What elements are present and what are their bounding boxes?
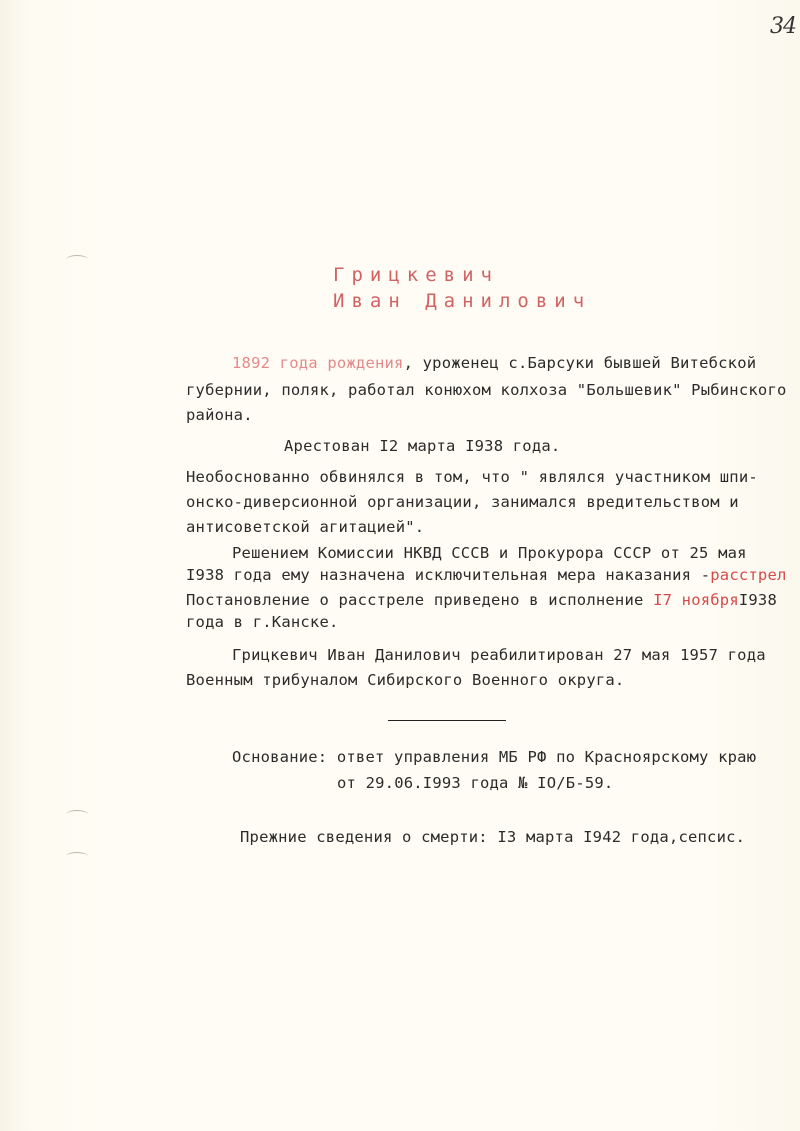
sentence-line-4: года в г.Канске.: [186, 613, 339, 631]
punch-hole-mark: [66, 255, 88, 264]
person-surname: Грицкевич: [333, 264, 499, 286]
punch-hole-mark: [66, 810, 88, 819]
sentence-line-3: [186, 591, 777, 609]
execution-date-red: I7 ноября: [653, 591, 739, 609]
execution-year: I938: [738, 591, 777, 609]
charge-line-3: антисоветской агитацией".: [186, 518, 425, 536]
charge-line-2: онско-диверсионной организации, занимался вредительством и: [186, 493, 739, 511]
birthplace-text: , уроженец с.Барсуки бывшей Витебской: [403, 354, 757, 372]
basis-line-2: от 29.06.I993 года № IO/Б-59.: [337, 774, 614, 792]
previous-death-info: Прежние сведения о смерти: I3 марта I942 года,сепсис.: [240, 828, 746, 846]
rehabilitation-line-1: Грицкевич Иван Данилович реабилитирован 27 мая 1957 года: [232, 646, 766, 664]
sentence-line-1: Решением Комиссии НКВД СССВ и Прокурора СССР от 25 мая: [232, 544, 747, 562]
sentence-penalty-red: расстрел: [710, 566, 787, 584]
biography-line-3: района.: [186, 406, 253, 424]
punch-hole-mark: [66, 852, 88, 861]
biography-line-1: [232, 354, 756, 372]
execution-text: Постановление о расстреле приведено в исполнение: [186, 591, 654, 609]
sentence-text: I938 года ему назначена исключительная мера наказания -: [186, 566, 711, 584]
person-given-names: Иван Данилович: [333, 290, 592, 312]
charge-line-1: Необоснованно обвинялся в том, что " являлся участником шпи-: [186, 468, 758, 486]
arrest-line: Арестован I2 марта I938 года.: [284, 437, 561, 455]
section-divider: [388, 720, 506, 721]
rehabilitation-line-2: Военным трибуналом Сибирского Военного округа.: [186, 671, 625, 689]
sentence-line-2: [186, 566, 787, 584]
biography-line-2: губернии, поляк, работал конюхом колхоза "Большевик" Рыбинского: [186, 381, 787, 399]
basis-line-1: Основание: ответ управления МБ РФ по Красноярскому краю: [232, 748, 757, 766]
page-number: 34: [770, 14, 796, 39]
birth-year-text: 1892 года рождения: [232, 354, 404, 372]
